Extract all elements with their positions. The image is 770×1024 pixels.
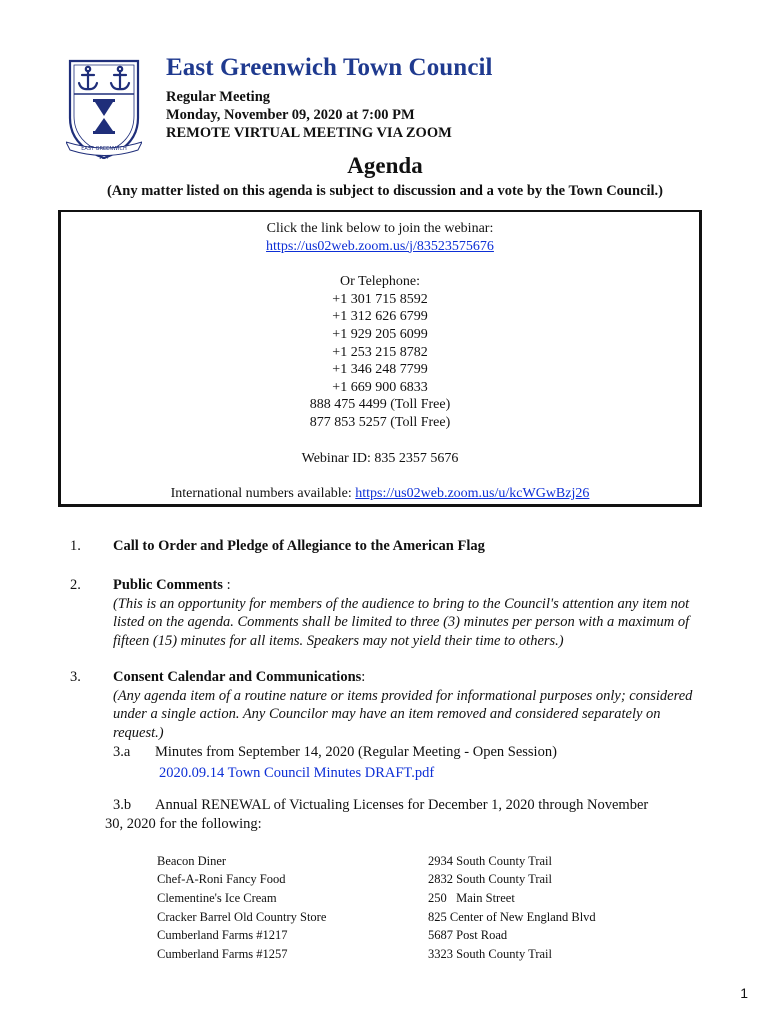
table-row <box>157 908 628 927</box>
meeting-header <box>166 54 493 142</box>
agenda-note: (Any matter listed on this agenda is subject to discussion and a vote by the Town Council.) <box>106 183 664 199</box>
table-row <box>157 871 628 890</box>
license-address: 2934 South County Trail <box>428 853 552 868</box>
join-intro: Click the link below to join the webinar: <box>266 221 494 236</box>
table-row <box>157 889 628 908</box>
item-title: Consent Calendar and Communications <box>113 669 362 685</box>
item-number: 1. <box>70 538 81 554</box>
sub-item-label: 3.a <box>113 744 131 760</box>
item-title: Call to Order and Pledge of Allegiance to the American Flag <box>113 538 485 554</box>
phone-number: +1 669 900 6833 <box>332 379 428 395</box>
license-address: 825 Center of New England Blvd <box>428 909 596 924</box>
phone-list <box>61 291 699 432</box>
table-row <box>157 945 628 964</box>
webinar-id: Webinar ID: 835 2357 5676 <box>301 450 459 466</box>
international-numbers-link[interactable]: https://us02web.zoom.us/u/kcWGwBzj26 <box>355 486 590 502</box>
seal-banner-text: EAST GREENWICH <box>81 146 127 152</box>
sub-item-3b <box>105 796 713 833</box>
item-title: Public Comments <box>113 577 223 593</box>
sub-item-label: 3.b <box>113 797 132 813</box>
item-number: 2. <box>70 577 81 593</box>
license-table <box>157 852 628 964</box>
seal-year: 1677 <box>98 155 110 160</box>
phone-number: +1 929 205 6099 <box>332 326 428 342</box>
intl-label: International numbers available: <box>170 486 356 502</box>
item-number: 3. <box>70 669 81 685</box>
minutes-pdf-link[interactable]: 2020.09.14 Town Council Minutes DRAFT.pdf <box>159 764 435 781</box>
item-title-suffix: : <box>361 669 366 685</box>
item-title-suffix: : <box>222 577 231 593</box>
sub-item-3a <box>113 743 713 782</box>
town-seal-icon <box>66 58 142 162</box>
sub-item-text: Minutes from September 14, 2020 (Regular Meeting - Open Session) <box>155 744 557 760</box>
license-address: 2832 South County Trail <box>428 872 552 887</box>
phone-number: +1 346 248 7799 <box>332 362 428 378</box>
license-name: Beacon Diner <box>157 853 227 868</box>
item-description: (This is an opportunity for members of the audience to bring to the Council's attention any item not listed on the agenda. Comments shall be limited to three (3) minutes per person with a maximum of fifteen (15) minutes for all items. Speakers may not yield their time to others.) <box>113 595 690 649</box>
license-name: Cumberland Farms #1217 <box>157 928 288 943</box>
phone-number: +1 312 626 6799 <box>332 309 428 325</box>
table-row <box>157 852 628 871</box>
phone-intro: Or Telephone: <box>339 274 420 290</box>
license-name: Clementine's Ice Cream <box>157 890 277 905</box>
meeting-date: Monday, November 09, 2020 at 7:00 PM <box>166 107 415 123</box>
phone-number: +1 301 715 8592 <box>332 291 428 307</box>
zoom-info-box <box>58 210 702 507</box>
meeting-location: REMOTE VIRTUAL MEETING VIA ZOOM <box>166 125 452 141</box>
council-title: East Greenwich Town Council <box>166 54 493 81</box>
sub-item-text-continued: 30, 2020 for the following: <box>105 815 262 832</box>
phone-number: +1 253 215 8782 <box>332 344 428 360</box>
item-description: (Any agenda item of a routine nature or items provided for informational purposes only; considered under a single action. Any Councilor may have an item removed and considered separately on request.) <box>113 687 693 741</box>
license-address: 5687 Post Road <box>428 928 508 943</box>
license-name: Cracker Barrel Old Country Store <box>157 909 327 924</box>
license-address: 250 Main Street <box>428 890 515 905</box>
sub-item-text: Annual RENEWAL of Victualing Licenses for December 1, 2020 through November <box>155 797 649 813</box>
webinar-link[interactable]: https://us02web.zoom.us/j/83523575676 <box>266 238 494 254</box>
license-name: Chef-A-Roni Fancy Food <box>157 872 286 887</box>
table-row <box>157 926 628 945</box>
phone-number: 888 475 4499 (Toll Free) <box>309 397 451 413</box>
page-number: 1 <box>740 985 748 1001</box>
agenda-heading: Agenda <box>347 153 423 178</box>
phone-number: 877 853 5257 (Toll Free) <box>309 414 451 430</box>
meeting-type: Regular Meeting <box>166 89 271 105</box>
license-address: 3323 South County Trail <box>428 946 552 961</box>
license-name: Cumberland Farms #1257 <box>157 946 288 961</box>
international-numbers <box>61 485 699 503</box>
